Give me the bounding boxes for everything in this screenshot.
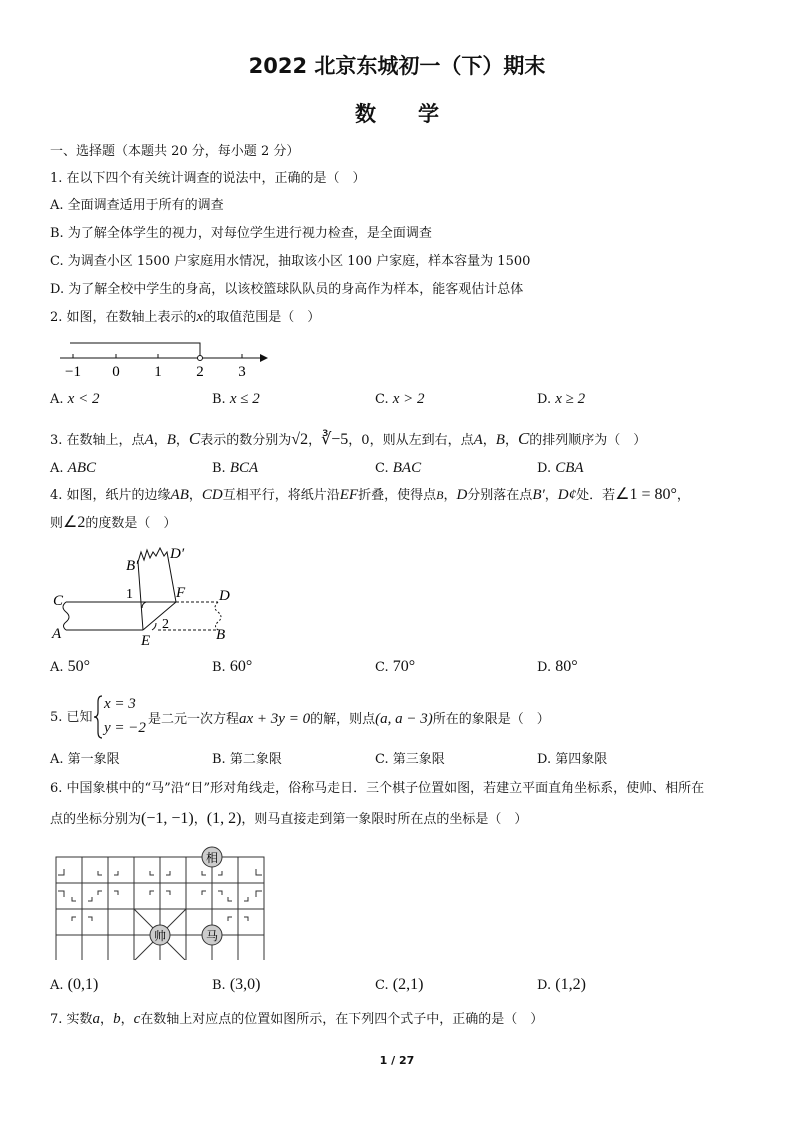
q6-option-b xyxy=(212,976,260,995)
option-label: A. xyxy=(50,660,64,675)
point-b: B xyxy=(166,432,176,448)
option-label: A. xyxy=(50,978,64,993)
var-c: c xyxy=(133,1011,141,1027)
q4-text: ， xyxy=(188,488,202,503)
option-label: B. xyxy=(212,978,226,993)
q6-text: ，则马直接走到第一象限时所在点的坐标是（ ） xyxy=(241,812,528,827)
q7-stem xyxy=(50,1010,543,1029)
option-label: B. xyxy=(212,660,226,675)
q6-chess-board xyxy=(50,845,272,960)
q5-stem xyxy=(148,710,550,729)
q2-number-line xyxy=(50,336,280,382)
q1-option-a: A. 全面调查适用于所有的调查 xyxy=(50,198,224,213)
q4-option-c xyxy=(375,658,415,677)
option-label: D. xyxy=(537,978,552,993)
q1-option-d: D. 为了解全校中学生的身高，以该校篮球队队员的身高作为样本，能客观估计总体 xyxy=(50,282,524,297)
q4-stem-line2 xyxy=(50,514,176,533)
q3-text: ， xyxy=(504,433,518,448)
label-d: D xyxy=(219,588,230,604)
q5-prefix: 5. 已知 xyxy=(50,710,93,725)
option-value: CBA xyxy=(555,460,584,476)
point: (a, a − 3) xyxy=(375,711,433,727)
q4-text: ， xyxy=(443,488,457,503)
point-b: B xyxy=(495,432,505,448)
option-value: 60° xyxy=(229,658,253,675)
option-value: 70° xyxy=(392,658,416,675)
label-b-prime: B′ xyxy=(126,558,139,574)
q4-option-d xyxy=(537,658,578,677)
angle-two: ∠2 xyxy=(63,514,86,531)
q5-brace xyxy=(92,694,104,740)
q5-eq2: y = −2 xyxy=(104,720,146,736)
q2-stem-text-2: 的取值范围是（ ） xyxy=(203,310,321,325)
option-value: BCA xyxy=(229,460,259,476)
var-b: b xyxy=(113,1011,121,1027)
page-number: 1 / 27 xyxy=(379,1054,415,1067)
option-value: BAC xyxy=(392,460,422,476)
q3-text: ， xyxy=(482,433,496,448)
point-a: A xyxy=(144,432,154,448)
q5-eq1: x = 3 xyxy=(104,696,136,712)
axis-tick-label: 1 xyxy=(154,364,162,380)
point-shuai: (−1, −1) xyxy=(141,810,194,827)
q4-text: 的度数是（ ） xyxy=(85,516,177,531)
sqrt-two: √2 xyxy=(291,431,309,448)
q4-text: 折叠，使得点 xyxy=(358,488,437,503)
q3-text: 3. 在数轴上，点 xyxy=(50,433,145,448)
cube-root: ∛−5 xyxy=(321,431,349,448)
point-c: C xyxy=(188,429,201,448)
subject-title: 数 学 xyxy=(355,102,439,126)
axis-tick-label: 3 xyxy=(238,364,246,380)
q7-text: 在数轴上对应点的位置如图所示，在下列四个式子中，正确的是（ ） xyxy=(140,1012,544,1027)
option-value: 80° xyxy=(555,658,578,675)
q3-text: ，0，则从左到右，点 xyxy=(348,433,474,448)
option-value: x ≤ 2 xyxy=(229,391,260,407)
q6-stem-line1: 6. 中国象棋中的“马”沿“日”形对角线走，俗称马走日．三个棋子位置如图，若建立平面直角坐标系，使帅、相所在 xyxy=(50,781,705,796)
piece-shuai: 帅 xyxy=(153,929,167,943)
q6-option-d xyxy=(537,976,586,995)
q2-var: x xyxy=(196,309,204,325)
q3-text: ， xyxy=(175,433,189,448)
q3-text: ， xyxy=(153,433,167,448)
option-value: x ≥ 2 xyxy=(555,391,586,407)
piece-ma: 马 xyxy=(205,929,219,943)
q6-text: 点的坐标分别为 xyxy=(50,812,142,827)
q4-text: ， xyxy=(676,488,690,503)
q4-text: ， xyxy=(544,488,558,503)
q5-text: 所在的象限是（ ） xyxy=(432,712,550,727)
var-a: a xyxy=(92,1011,101,1027)
q4-option-b xyxy=(212,658,252,677)
q2-option-d xyxy=(537,390,585,409)
q4-option-a xyxy=(50,658,90,677)
q3-text: 的排列顺序为（ ） xyxy=(529,433,647,448)
label-c: C xyxy=(53,593,64,609)
label-a: A xyxy=(52,626,62,642)
label-e: E xyxy=(141,633,151,647)
q4-text: 4. 如图，纸片的边缘 xyxy=(50,488,171,503)
label-angle-2: 2 xyxy=(162,617,169,632)
q3-option-c xyxy=(375,459,421,478)
option-label: C. xyxy=(375,660,389,675)
q2-stem-text: 2. 如图，在数轴上表示的 xyxy=(50,310,197,325)
option-value: (2,1) xyxy=(392,976,424,993)
option-label: D. xyxy=(537,660,552,675)
seg-ef: EF xyxy=(339,487,359,503)
q6-stem-line2 xyxy=(50,810,527,829)
option-label: B. xyxy=(212,461,226,476)
label-d-prime: D′ xyxy=(170,546,185,562)
axis-tick-label: 2 xyxy=(196,364,204,380)
q3-option-b xyxy=(212,459,258,478)
option-label: C. xyxy=(375,392,389,407)
q2-option-c xyxy=(375,390,425,409)
option-label: A. xyxy=(50,392,64,407)
option-value: (0,1) xyxy=(67,976,99,993)
q4-text: 互相平行，将纸片沿 xyxy=(222,488,340,503)
seg-ab: AB xyxy=(170,487,189,503)
option-value: (1,2) xyxy=(555,976,586,993)
q1-option-c: C. 为调查小区 1500 户家庭用水情况，抽取该小区 100 户家庭，样本容量为 1500 xyxy=(50,254,531,269)
seg-cd: CD xyxy=(201,487,223,503)
point-c: C xyxy=(517,429,530,448)
point-d: D xyxy=(456,487,468,503)
option-value: 50° xyxy=(67,658,91,675)
q6-option-c xyxy=(375,976,423,995)
label-b: B xyxy=(216,627,226,643)
q3-text: ， xyxy=(308,433,322,448)
page-title: 2022 北京东城初一（下）期末 xyxy=(248,54,546,78)
q3-option-d xyxy=(537,459,584,478)
section-heading: 一、选择题（本题共 20 分，每小题 2 分） xyxy=(50,144,300,159)
option-value: x < 2 xyxy=(67,391,100,407)
point-a: A xyxy=(473,432,483,448)
q5-text: 是二元一次方程 xyxy=(148,712,240,727)
option-label: A. xyxy=(50,461,64,476)
point-b-prime: B′ xyxy=(532,487,545,503)
q5-text: 的解，则点 xyxy=(310,712,376,727)
q4-fold-figure xyxy=(48,542,248,647)
q4-text: 则 xyxy=(50,516,64,531)
option-label: C. xyxy=(375,978,389,993)
q6-text: ， xyxy=(193,812,207,827)
q6-option-a xyxy=(50,976,98,995)
option-label: D. xyxy=(537,392,552,407)
q3-option-a xyxy=(50,459,96,478)
option-value: ABC xyxy=(67,460,97,476)
q2-option-a xyxy=(50,390,99,409)
option-label: D. xyxy=(537,461,552,476)
option-label: C. xyxy=(375,461,389,476)
q4-text: 分别落在点 xyxy=(467,488,533,503)
label-f: F xyxy=(176,585,186,601)
q2-option-b xyxy=(212,390,260,409)
axis-tick-label: −1 xyxy=(65,364,81,380)
q7-text: 7. 实数 xyxy=(50,1012,93,1027)
axis-tick-label: 0 xyxy=(112,364,120,380)
q3-text: 表示的数分别为 xyxy=(200,433,292,448)
equation: ax + 3y = 0 xyxy=(239,711,311,727)
piece-xiang: 相 xyxy=(205,851,219,865)
q4-text: 处．若 xyxy=(576,488,616,503)
q1-stem: 1. 在以下四个有关统计调查的说法中，正确的是（ ） xyxy=(50,171,366,186)
point-d-prime: D¢ xyxy=(557,487,577,503)
q3-stem xyxy=(50,430,646,450)
q7-text: ， xyxy=(120,1012,134,1027)
q5-option-d: D. 第四象限 xyxy=(537,752,608,767)
q1-option-b: B. 为了解全体学生的视力，对每位学生进行视力检查，是全面调查 xyxy=(50,226,432,241)
q7-text: ， xyxy=(100,1012,114,1027)
point-b: B xyxy=(436,488,444,502)
q5-option-a: A. 第一象限 xyxy=(50,752,120,767)
option-value: x > 2 xyxy=(392,391,425,407)
q2-stem xyxy=(50,309,320,326)
q5-option-b: B. 第二象限 xyxy=(212,752,282,767)
option-value: (3,0) xyxy=(229,976,261,993)
angle-one: ∠1 = 80° xyxy=(615,486,677,503)
label-angle-1: 1 xyxy=(126,587,133,602)
option-label: B. xyxy=(212,392,226,407)
q4-stem xyxy=(50,486,690,505)
q5-option-c: C. 第三象限 xyxy=(375,752,445,767)
point-xiang: (1, 2) xyxy=(206,810,242,827)
